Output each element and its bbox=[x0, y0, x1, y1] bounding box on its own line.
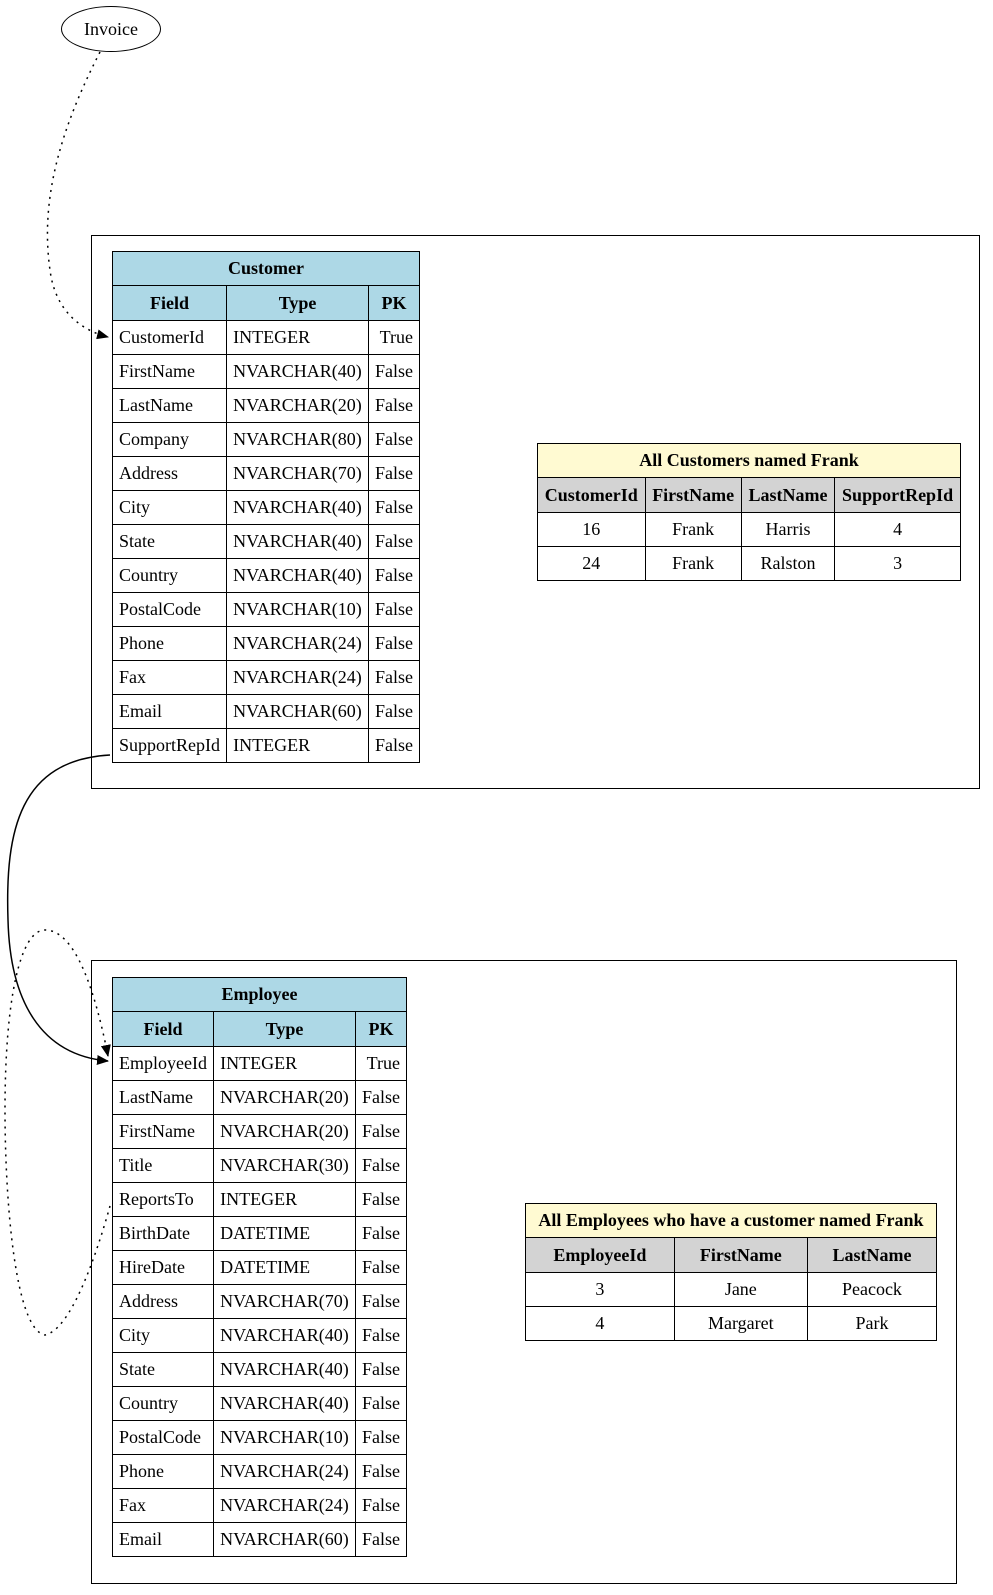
employee-col-type: Type bbox=[214, 1012, 356, 1047]
customer-field-row bbox=[113, 661, 420, 695]
employee-field-row bbox=[113, 1183, 407, 1217]
customer-field-row bbox=[113, 627, 420, 661]
frank-employee-row-cell: Margaret bbox=[674, 1307, 807, 1341]
employee-field-row-cell: Country bbox=[113, 1387, 214, 1421]
employee-field-row-cell: PostalCode bbox=[113, 1421, 214, 1455]
employee-field-row-cell: NVARCHAR(70) bbox=[214, 1285, 356, 1319]
employee-table-title: Employee bbox=[113, 978, 407, 1012]
customer-field-row bbox=[113, 593, 420, 627]
employee-field-row-cell: NVARCHAR(24) bbox=[214, 1455, 356, 1489]
employee-field-row-cell: False bbox=[355, 1421, 406, 1455]
frank-customer-row-cell: Ralston bbox=[741, 547, 834, 581]
invoice-label: Invoice bbox=[84, 18, 138, 39]
customer-field-row-cell: False bbox=[368, 729, 419, 763]
frank-employees-col-firstname: FirstName bbox=[674, 1238, 807, 1273]
employee-field-row bbox=[113, 1455, 407, 1489]
customer-field-row-cell: False bbox=[368, 525, 419, 559]
customer-field-row-cell: NVARCHAR(24) bbox=[227, 661, 369, 695]
customer-field-row-cell: NVARCHAR(10) bbox=[227, 593, 369, 627]
employee-field-row-cell: False bbox=[355, 1149, 406, 1183]
customer-field-row-cell: INTEGER bbox=[227, 321, 369, 355]
customer-field-row-cell: FirstName bbox=[113, 355, 227, 389]
frank-customers-col-lastname: LastName bbox=[741, 478, 834, 513]
customer-field-row-cell: False bbox=[368, 593, 419, 627]
customer-field-row-cell: True bbox=[368, 321, 419, 355]
customer-field-row bbox=[113, 559, 420, 593]
frank-customer-row bbox=[538, 547, 961, 581]
employee-field-row-cell: State bbox=[113, 1353, 214, 1387]
employee-field-row-cell: DATETIME bbox=[214, 1217, 356, 1251]
customer-field-row-cell: NVARCHAR(40) bbox=[227, 355, 369, 389]
employee-field-row-cell: INTEGER bbox=[214, 1047, 356, 1081]
employee-field-row-cell: NVARCHAR(20) bbox=[214, 1081, 356, 1115]
employee-field-row-cell: NVARCHAR(40) bbox=[214, 1319, 356, 1353]
frank-employee-row-cell: Peacock bbox=[807, 1273, 936, 1307]
employee-field-row bbox=[113, 1047, 407, 1081]
employee-field-row bbox=[113, 1149, 407, 1183]
employee-field-row-cell: False bbox=[355, 1285, 406, 1319]
employee-field-row-cell: True bbox=[355, 1047, 406, 1081]
employee-field-row bbox=[113, 1115, 407, 1149]
frank-customer-row bbox=[538, 513, 961, 547]
employee-field-row-cell: LastName bbox=[113, 1081, 214, 1115]
employee-field-row-cell: NVARCHAR(40) bbox=[214, 1387, 356, 1421]
customer-field-row-cell: NVARCHAR(60) bbox=[227, 695, 369, 729]
frank-employee-row-cell: Jane bbox=[674, 1273, 807, 1307]
frank-customers-col-supportrepid: SupportRepId bbox=[835, 478, 961, 513]
customer-field-row-cell: False bbox=[368, 491, 419, 525]
customer-col-type: Type bbox=[227, 286, 369, 321]
customer-field-row bbox=[113, 355, 420, 389]
employee-field-row bbox=[113, 1081, 407, 1115]
frank-employee-row-cell: 4 bbox=[526, 1307, 675, 1341]
frank-employees-col-lastname: LastName bbox=[807, 1238, 936, 1273]
frank-customer-row-cell: Harris bbox=[741, 513, 834, 547]
employee-field-row-cell: False bbox=[355, 1183, 406, 1217]
customer-field-row-cell: False bbox=[368, 355, 419, 389]
employee-field-row-cell: False bbox=[355, 1455, 406, 1489]
customer-field-row bbox=[113, 525, 420, 559]
customer-field-row bbox=[113, 389, 420, 423]
customer-field-row-cell: False bbox=[368, 423, 419, 457]
frank-customers-title: All Customers named Frank bbox=[538, 444, 961, 478]
frank-customer-row-cell: Frank bbox=[645, 513, 741, 547]
customer-field-row bbox=[113, 457, 420, 491]
customer-field-row bbox=[113, 423, 420, 457]
frank-employee-row bbox=[526, 1307, 937, 1341]
employee-table bbox=[112, 977, 407, 1557]
customer-field-row-cell: False bbox=[368, 389, 419, 423]
employee-field-row-cell: BirthDate bbox=[113, 1217, 214, 1251]
employee-field-row-cell: HireDate bbox=[113, 1251, 214, 1285]
employee-field-row-cell: False bbox=[355, 1251, 406, 1285]
employee-col-pk: PK bbox=[355, 1012, 406, 1047]
customer-field-row-cell: NVARCHAR(40) bbox=[227, 559, 369, 593]
employee-field-row-cell: NVARCHAR(40) bbox=[214, 1353, 356, 1387]
employee-field-row-cell: NVARCHAR(20) bbox=[214, 1115, 356, 1149]
customer-table bbox=[112, 251, 420, 763]
customer-field-row-cell: City bbox=[113, 491, 227, 525]
employee-field-row bbox=[113, 1387, 407, 1421]
employee-field-row-cell: Phone bbox=[113, 1455, 214, 1489]
employee-field-row bbox=[113, 1319, 407, 1353]
frank-employees-table bbox=[525, 1203, 937, 1341]
employee-field-row bbox=[113, 1285, 407, 1319]
frank-employees-title: All Employees who have a customer named Frank bbox=[526, 1204, 937, 1238]
frank-employee-row-cell: Park bbox=[807, 1307, 936, 1341]
employee-field-row-cell: False bbox=[355, 1217, 406, 1251]
employee-field-row-cell: NVARCHAR(30) bbox=[214, 1149, 356, 1183]
employee-field-row-cell: False bbox=[355, 1353, 406, 1387]
customer-field-row bbox=[113, 321, 420, 355]
employee-field-row-cell: False bbox=[355, 1523, 406, 1557]
customer-field-row-cell: INTEGER bbox=[227, 729, 369, 763]
customer-field-row-cell: NVARCHAR(80) bbox=[227, 423, 369, 457]
employee-field-row-cell: False bbox=[355, 1319, 406, 1353]
customer-field-row-cell: Fax bbox=[113, 661, 227, 695]
employee-field-row-cell: NVARCHAR(10) bbox=[214, 1421, 356, 1455]
customer-field-row-cell: NVARCHAR(24) bbox=[227, 627, 369, 661]
customer-field-row-cell: NVARCHAR(20) bbox=[227, 389, 369, 423]
frank-employees-col-employeeid: EmployeeId bbox=[526, 1238, 675, 1273]
frank-customer-row-cell: 3 bbox=[835, 547, 961, 581]
employee-field-row-cell: INTEGER bbox=[214, 1183, 356, 1217]
customer-field-row-cell: NVARCHAR(70) bbox=[227, 457, 369, 491]
frank-customers-col-customerid: CustomerId bbox=[538, 478, 646, 513]
customer-field-row-cell: False bbox=[368, 661, 419, 695]
employee-field-row-cell: NVARCHAR(24) bbox=[214, 1489, 356, 1523]
customer-field-row-cell: State bbox=[113, 525, 227, 559]
employee-field-row-cell: Email bbox=[113, 1523, 214, 1557]
employee-field-row bbox=[113, 1489, 407, 1523]
frank-customer-row-cell: Frank bbox=[645, 547, 741, 581]
frank-customers-col-firstname: FirstName bbox=[645, 478, 741, 513]
employee-field-row-cell: City bbox=[113, 1319, 214, 1353]
customer-field-row-cell: PostalCode bbox=[113, 593, 227, 627]
customer-field-row-cell: NVARCHAR(40) bbox=[227, 525, 369, 559]
customer-field-row-cell: Phone bbox=[113, 627, 227, 661]
frank-employee-row bbox=[526, 1273, 937, 1307]
employee-col-field: Field bbox=[113, 1012, 214, 1047]
customer-col-field: Field bbox=[113, 286, 227, 321]
customer-field-row-cell: False bbox=[368, 695, 419, 729]
customer-field-row-cell: SupportRepId bbox=[113, 729, 227, 763]
frank-customer-row-cell: 16 bbox=[538, 513, 646, 547]
employee-field-row-cell: EmployeeId bbox=[113, 1047, 214, 1081]
employee-field-row-cell: FirstName bbox=[113, 1115, 214, 1149]
customer-col-pk: PK bbox=[368, 286, 419, 321]
employee-field-row-cell: NVARCHAR(60) bbox=[214, 1523, 356, 1557]
customer-field-row-cell: False bbox=[368, 457, 419, 491]
employee-field-row-cell: DATETIME bbox=[214, 1251, 356, 1285]
customer-field-row-cell: Company bbox=[113, 423, 227, 457]
customer-field-row-cell: False bbox=[368, 627, 419, 661]
customer-field-row-cell: LastName bbox=[113, 389, 227, 423]
employee-field-row-cell: ReportsTo bbox=[113, 1183, 214, 1217]
frank-employee-row-cell: 3 bbox=[526, 1273, 675, 1307]
customer-field-row-cell: CustomerId bbox=[113, 321, 227, 355]
customer-field-row bbox=[113, 729, 420, 763]
frank-customer-row-cell: 24 bbox=[538, 547, 646, 581]
frank-customers-table bbox=[537, 443, 961, 581]
invoice-node bbox=[61, 6, 161, 52]
customer-field-row bbox=[113, 491, 420, 525]
employee-field-row-cell: Title bbox=[113, 1149, 214, 1183]
employee-field-row-cell: False bbox=[355, 1489, 406, 1523]
employee-field-row-cell: False bbox=[355, 1081, 406, 1115]
employee-field-row bbox=[113, 1251, 407, 1285]
employee-field-row bbox=[113, 1421, 407, 1455]
customer-table-title: Customer bbox=[113, 252, 420, 286]
customer-field-row-cell: Address bbox=[113, 457, 227, 491]
employee-field-row-cell: Address bbox=[113, 1285, 214, 1319]
customer-field-row bbox=[113, 695, 420, 729]
employee-field-row bbox=[113, 1217, 407, 1251]
employee-field-row-cell: False bbox=[355, 1387, 406, 1421]
employee-field-row bbox=[113, 1353, 407, 1387]
employee-field-row bbox=[113, 1523, 407, 1557]
customer-field-row-cell: NVARCHAR(40) bbox=[227, 491, 369, 525]
frank-customer-row-cell: 4 bbox=[835, 513, 961, 547]
customer-field-row-cell: Country bbox=[113, 559, 227, 593]
customer-field-row-cell: False bbox=[368, 559, 419, 593]
employee-field-row-cell: Fax bbox=[113, 1489, 214, 1523]
customer-field-row-cell: Email bbox=[113, 695, 227, 729]
employee-field-row-cell: False bbox=[355, 1115, 406, 1149]
